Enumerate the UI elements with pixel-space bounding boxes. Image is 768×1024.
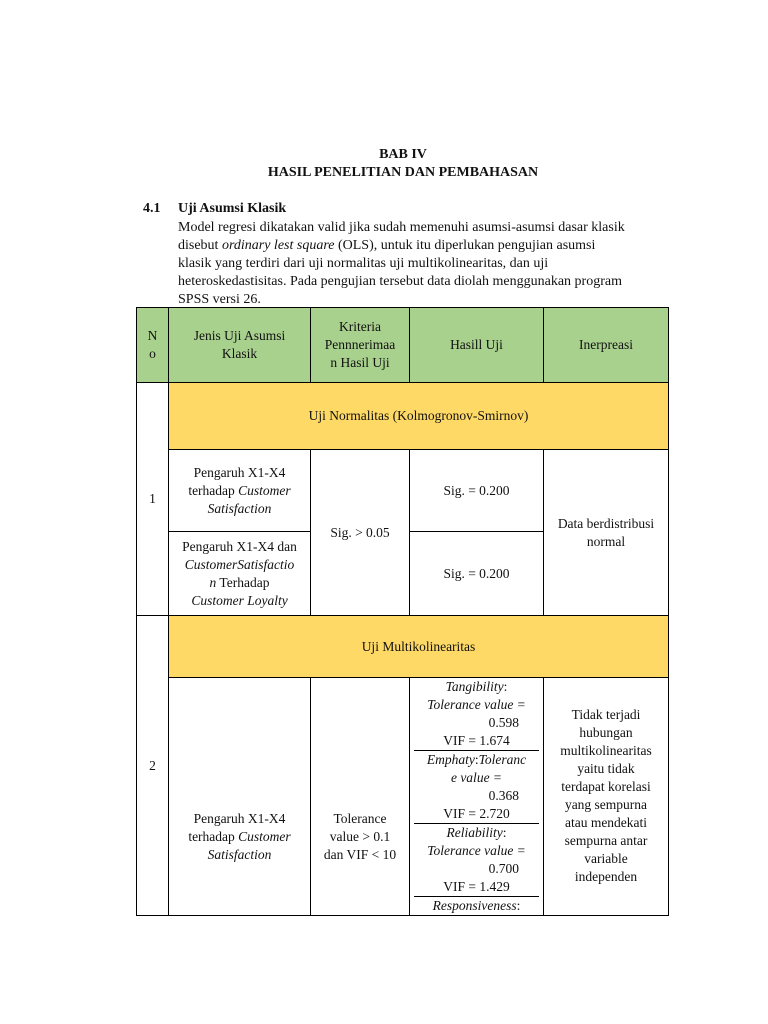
header-text: Jenis Uji Asumsi bbox=[193, 328, 286, 343]
kriteria-cell bbox=[311, 678, 410, 916]
cell-text: dan VIF < 10 bbox=[323, 846, 397, 862]
chapter-title: HASIL PENELITIAN DAN PEMBAHASAN bbox=[267, 165, 539, 180]
italic-term: Toleranc bbox=[478, 752, 527, 767]
header-jenis bbox=[169, 308, 311, 383]
cell-text: Reliability: bbox=[446, 825, 507, 840]
text-span: terhadap bbox=[188, 482, 239, 498]
result-responsiveness bbox=[414, 897, 539, 915]
table-row bbox=[137, 616, 669, 678]
chapter-label: BAB IV bbox=[379, 147, 427, 162]
text-span: terhadap bbox=[188, 828, 239, 844]
interpretasi-cell bbox=[544, 450, 669, 616]
cell-text: variable bbox=[584, 851, 628, 866]
paragraph-line: klasik yang terdiri dari uji normalitas uji multikolinearitas, dan uji bbox=[178, 256, 549, 271]
cell-text bbox=[173, 846, 306, 864]
italic-term: Customer Loyalty bbox=[191, 592, 288, 608]
result-emphaty bbox=[414, 751, 539, 824]
cell-text: Data berdistribusi bbox=[557, 515, 655, 531]
hasil-cell: Sig. = 0.200 bbox=[410, 532, 544, 616]
interpretasi-cell-multikolinearitas bbox=[544, 678, 669, 916]
header-interpretasi: Inerpreasi bbox=[544, 308, 669, 383]
italic-term: Tolerance value = bbox=[427, 697, 526, 712]
hasil-cell: Sig. = 0.200 bbox=[410, 450, 544, 532]
cell-text: normal bbox=[586, 533, 626, 549]
italic-term: Satisfaction bbox=[207, 500, 272, 516]
vif-value: VIF = 1.429 bbox=[443, 879, 510, 894]
cell-text: Pengaruh X1-X4 bbox=[193, 810, 286, 826]
cell-text: Pengaruh X1-X4 dan bbox=[182, 538, 297, 554]
assumption-test-table bbox=[136, 307, 669, 916]
cell-text: Tidak terjadi bbox=[571, 707, 641, 722]
cell-text: independen bbox=[574, 869, 638, 884]
paragraph-line: heteroskedastisitas. Pada pengujian tersebut data diolah menggunakan program bbox=[178, 274, 622, 289]
result-reliability bbox=[414, 824, 539, 897]
table-row bbox=[137, 383, 669, 450]
variable-name: Tangibility bbox=[445, 679, 504, 694]
cell-text bbox=[173, 556, 306, 574]
tolerance-value: 0.368 bbox=[488, 788, 519, 803]
paragraph-line: SPSS versi 26. bbox=[178, 292, 261, 307]
tolerance-value: 0.700 bbox=[488, 861, 519, 876]
section-number: 4.1 bbox=[143, 201, 161, 216]
cell-text: yang sempurna bbox=[564, 797, 648, 812]
variable-name: Emphaty bbox=[426, 752, 475, 767]
section-title: Uji Asumsi Klasik bbox=[178, 201, 287, 216]
cell-text: hubungan bbox=[579, 725, 633, 740]
header-text: Klasik bbox=[221, 346, 258, 361]
cell-text: Tangibility: bbox=[445, 679, 508, 694]
tolerance-value: 0.598 bbox=[488, 715, 519, 730]
text-span: Terhadap bbox=[216, 574, 270, 590]
group-title-multikolinearitas: Uji Multikolinearitas bbox=[169, 616, 669, 678]
table-row bbox=[137, 450, 669, 532]
header-text: o bbox=[149, 346, 156, 361]
cell-text: Responsiveness: bbox=[432, 898, 521, 913]
header-text: Pennnerimaa bbox=[324, 337, 396, 352]
cell-text bbox=[173, 482, 306, 500]
result-tangibility bbox=[414, 678, 539, 751]
cell-text: Pengaruh X1-X4 bbox=[193, 464, 286, 480]
cell-text: value > 0.1 bbox=[329, 828, 391, 844]
row-number-2: 2 bbox=[137, 616, 169, 916]
text-span: (OLS), untuk itu diperlukan pengujian asumsi bbox=[334, 238, 596, 253]
group-title-normalitas: Uji Normalitas (Kolmogronov-Smirnov) bbox=[169, 383, 669, 450]
cell-text: yaitu tidak bbox=[577, 761, 635, 776]
cell-text bbox=[173, 828, 306, 846]
header-kriteria bbox=[311, 308, 410, 383]
table-row bbox=[137, 678, 669, 916]
header-hasil: Hasill Uji bbox=[410, 308, 544, 383]
header-text: N bbox=[147, 328, 158, 343]
header-text: Kriteria bbox=[339, 319, 381, 334]
cell-text: multikolinearitas bbox=[560, 743, 652, 758]
vif-value: VIF = 1.674 bbox=[443, 733, 510, 748]
italic-term: ordinary lest square bbox=[221, 238, 335, 253]
cell-text: terdapat korelasi bbox=[561, 779, 651, 794]
cell-text bbox=[416, 769, 537, 787]
variable-name: Reliability bbox=[446, 825, 503, 840]
header-text: n Hasil Uji bbox=[330, 355, 390, 370]
cell-text bbox=[416, 696, 537, 714]
row-number-1: 1 bbox=[137, 383, 169, 616]
cell-text bbox=[416, 842, 537, 860]
paragraph-line bbox=[178, 237, 668, 255]
cell-text bbox=[173, 574, 306, 592]
cell-text: sempurna antar bbox=[564, 833, 648, 848]
jenis-cell bbox=[169, 532, 311, 616]
variable-name: Responsiveness bbox=[432, 898, 517, 913]
vif-value: VIF = 2.720 bbox=[443, 806, 510, 821]
cell-text bbox=[173, 592, 306, 610]
paragraph-line: Model regresi dikatakan valid jika sudah memenuhi asumsi-asumsi dasar klasik bbox=[178, 220, 625, 235]
jenis-cell bbox=[169, 450, 311, 532]
italic-term: Satisfaction bbox=[207, 846, 272, 862]
kriteria-cell: Sig. > 0.05 bbox=[311, 450, 410, 616]
jenis-cell bbox=[169, 678, 311, 916]
cell-text: Tolerance bbox=[333, 810, 387, 826]
hasil-cell-multikolinearitas bbox=[410, 678, 544, 916]
italic-term: Customer bbox=[238, 482, 291, 498]
italic-term: n bbox=[209, 574, 217, 590]
section-paragraph bbox=[178, 219, 668, 309]
italic-term: e value = bbox=[450, 770, 503, 785]
text-span: disebut bbox=[178, 238, 222, 253]
italic-term: Tolerance value = bbox=[427, 843, 526, 858]
cell-text: atau mendekati bbox=[564, 815, 648, 830]
header-no bbox=[137, 308, 169, 383]
cell-text: Emphaty:Toleranc bbox=[426, 752, 527, 767]
table-header-row bbox=[137, 308, 669, 383]
cell-text bbox=[173, 500, 306, 518]
italic-term: Customer bbox=[238, 828, 291, 844]
italic-term: CustomerSatisfactio bbox=[184, 556, 295, 572]
